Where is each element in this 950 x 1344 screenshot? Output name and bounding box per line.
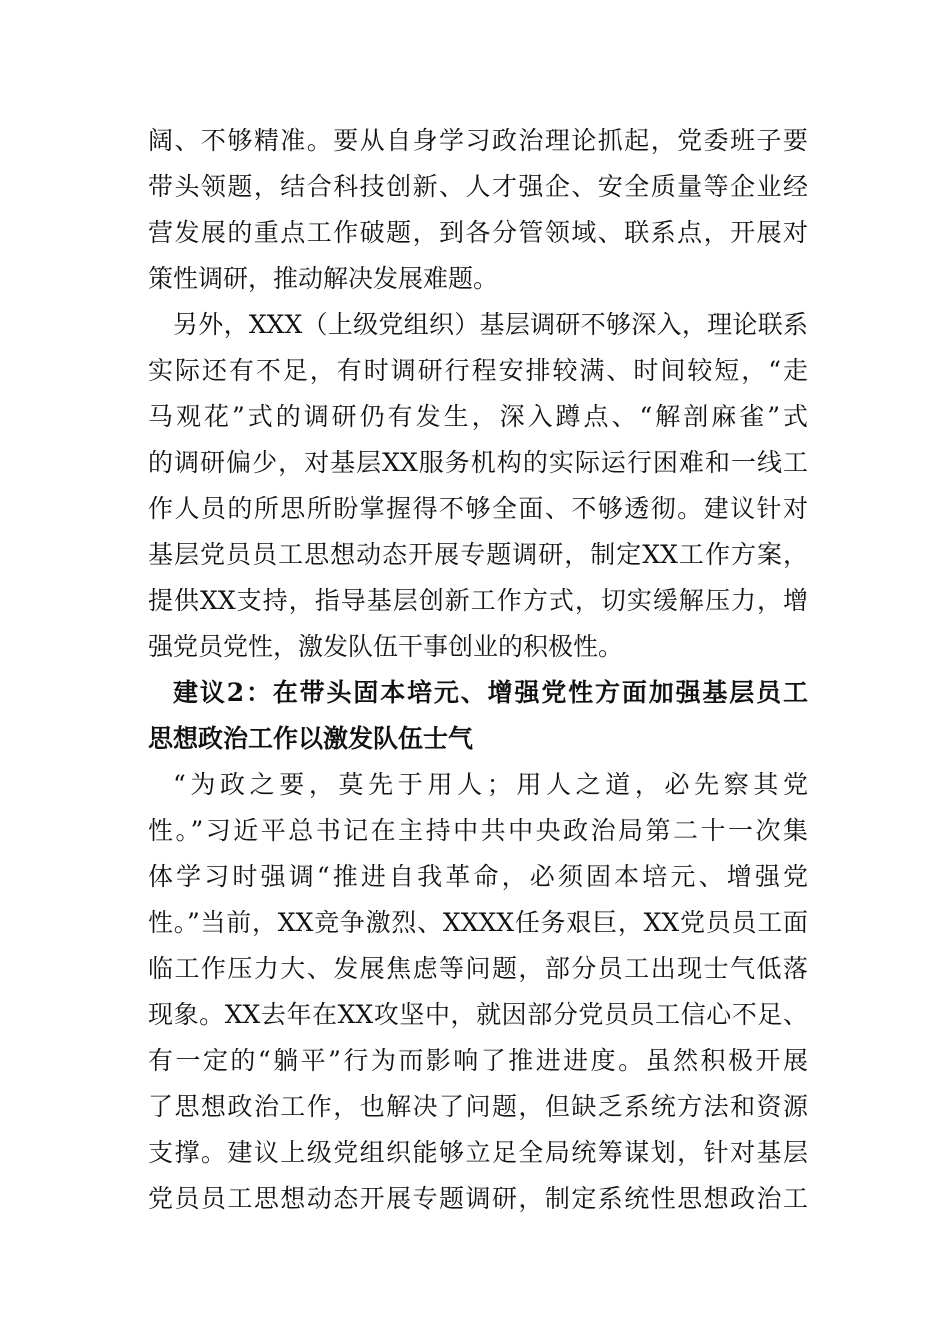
paragraph-line: 临工作压力大、发展焦虑等问题，部分员工出现士气低落 bbox=[148, 954, 808, 983]
paragraph-line: 了思想政治工作，也解决了问题，但缺乏系统方法和资源 bbox=[148, 1092, 808, 1121]
paragraph-line: 阔、不够精准。要从自身学习政治理论抓起，党委班子要 bbox=[148, 126, 808, 155]
paragraph-line: 现象。XX去年在XX攻坚中，就因部分党员员工信心不足、 bbox=[148, 1000, 808, 1029]
paragraph-line: 基层党员员工思想动态开展专题调研，制定XX工作方案， bbox=[148, 540, 808, 569]
paragraph-line: 策性调研，推动解决发展难题。 bbox=[148, 264, 499, 293]
document-body bbox=[148, 118, 808, 1222]
paragraph-line: “为政之要，莫先于用人；用人之道，必先察其党 bbox=[173, 770, 808, 799]
paragraph-line: 体学习时强调“推进自我革命，必须固本培元、增强党 bbox=[148, 862, 808, 891]
paragraph-line: 党员员工思想动态开展专题调研，制定系统性思想政治工 bbox=[148, 1184, 808, 1213]
paragraph-line: 性。”当前，XX竞争激烈、XXXX任务艰巨，XX党员员工面 bbox=[148, 908, 808, 937]
paragraph-line: 的调研偏少，对基层XX服务机构的实际运行困难和一线工 bbox=[148, 448, 808, 477]
paragraph-line: 马观花”式的调研仍有发生，深入蹲点、“解剖麻雀”式 bbox=[148, 402, 808, 431]
paragraph-line: 作人员的所思所盼掌握得不够全面、不够透彻。建议针对 bbox=[148, 494, 808, 523]
paragraph-line: 强党员党性，激发队伍干事创业的积极性。 bbox=[148, 632, 624, 661]
section-heading-line: 建议2：在带头固本培元、增强党性方面加强基层员工 bbox=[173, 678, 808, 707]
paragraph-line: 支撑。建议上级党组织能够立足全局统筹谋划，针对基层 bbox=[148, 1138, 808, 1167]
paragraph-line: 另外，XXX（上级党组织）基层调研不够深入，理论联系 bbox=[173, 310, 808, 339]
section-heading-line: 思想政治工作以激发队伍士气 bbox=[148, 724, 474, 753]
paragraph-line: 实际还有不足，有时调研行程安排较满、时间较短，“走 bbox=[148, 356, 808, 385]
paragraph-line: 提供XX支持，指导基层创新工作方式，切实缓解压力，增 bbox=[148, 586, 808, 615]
paragraph-line: 性。”习近平总书记在主持中共中央政治局第二十一次集 bbox=[148, 816, 808, 845]
paragraph-line: 带头领题，结合科技创新、人才强企、安全质量等企业经 bbox=[148, 172, 808, 201]
paragraph-line: 有一定的“躺平”行为而影响了推进进度。虽然积极开展 bbox=[148, 1046, 808, 1075]
paragraph-line: 营发展的重点工作破题，到各分管领域、联系点，开展对 bbox=[148, 218, 808, 247]
